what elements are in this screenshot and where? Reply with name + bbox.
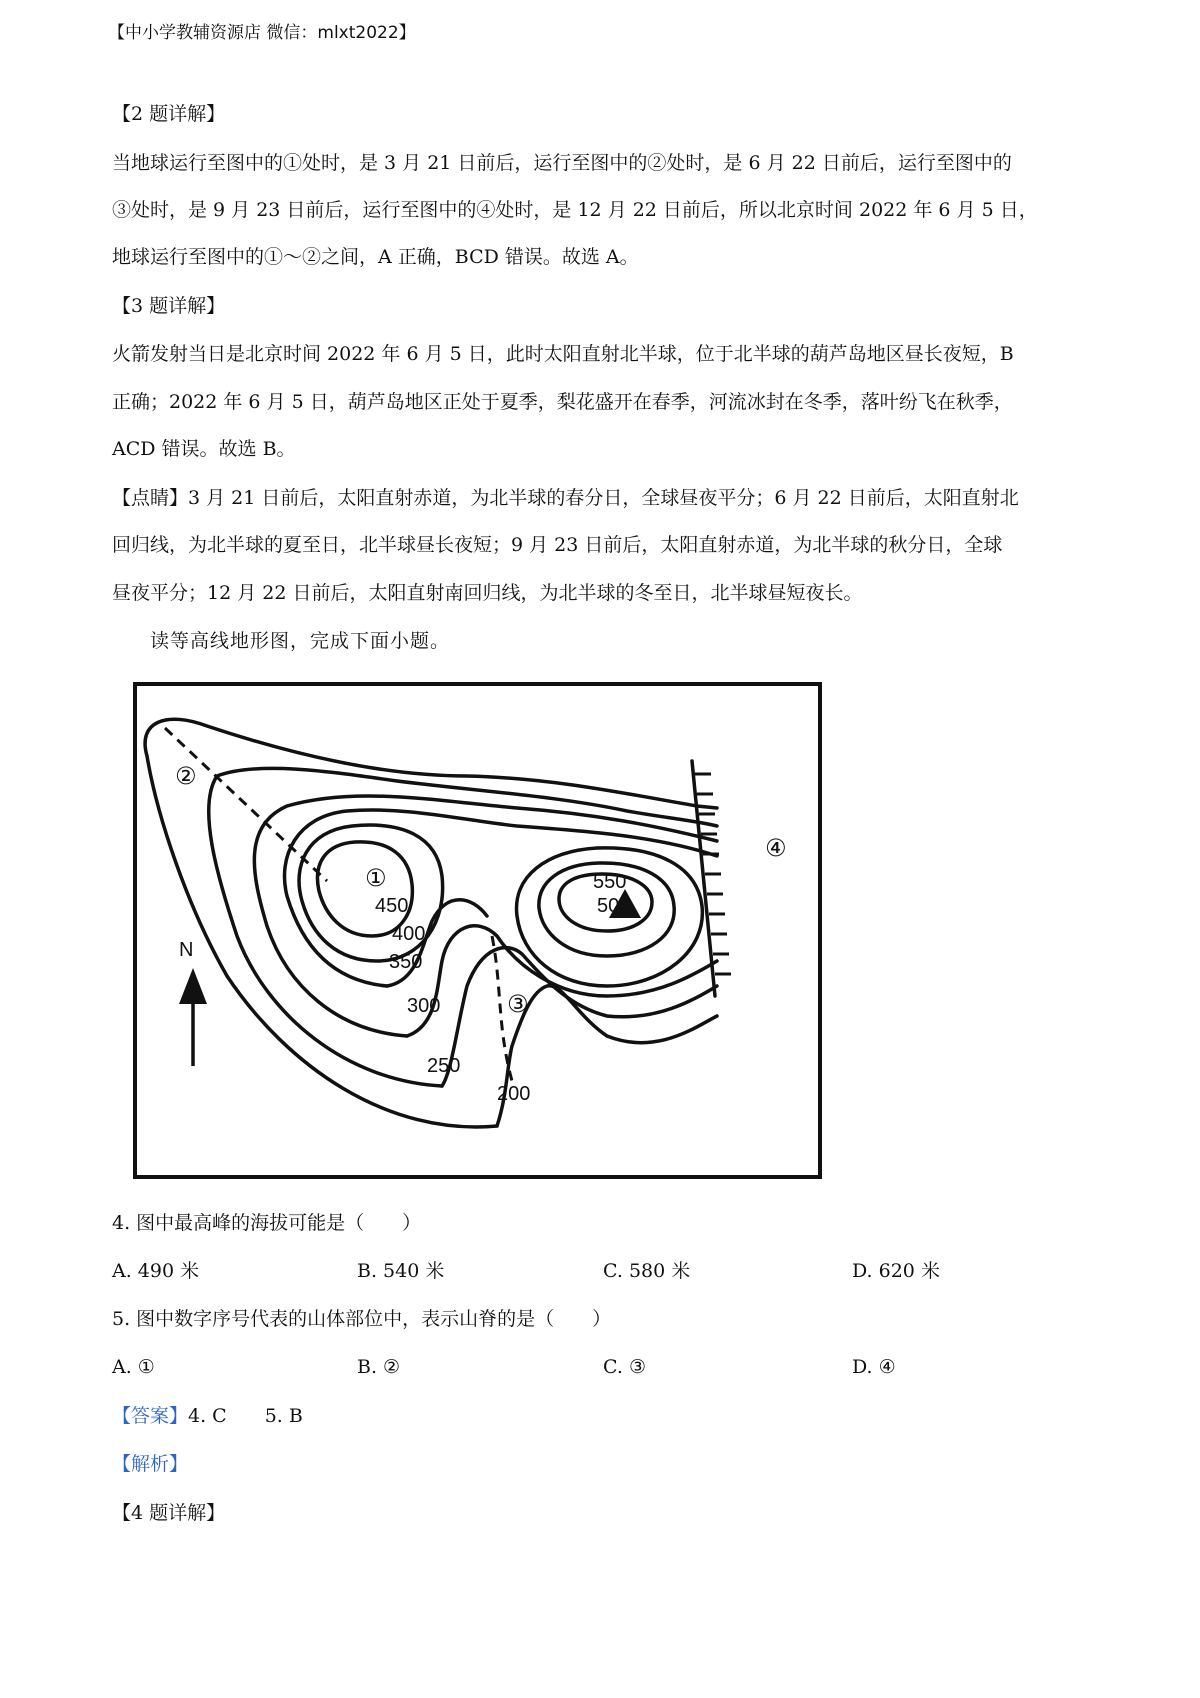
q5-option-b: B. ② bbox=[357, 1356, 401, 1378]
q4-option-d: D. 620 米 bbox=[852, 1260, 940, 1282]
q5-option-a: A. ① bbox=[112, 1356, 155, 1378]
map-intro: 读等高线地形图，完成下面小题。 bbox=[150, 630, 451, 652]
answer-line bbox=[112, 1402, 1102, 1430]
q4-stem: 4. 图中最高峰的海拔可能是（ ） bbox=[112, 1212, 422, 1234]
contour-label-550: 550 bbox=[593, 871, 627, 893]
tip-line-3: 昼夜平分；12 月 22 日前后，太阳直射南回归线，为北半球的冬至日，北半球昼短夜长。 bbox=[112, 582, 863, 604]
q2-detail-line-2: ③处时，是 9 月 23 日前后，运行至图中的④处时，是 12 月 22 日前后，所以北京时间 2022 年 6 月 5 日， bbox=[112, 199, 1038, 221]
q4-option-a: A. 490 米 bbox=[112, 1260, 200, 1282]
north-label: N bbox=[179, 939, 194, 961]
marker-3: ③ bbox=[507, 990, 529, 1018]
q4-option-c: C. 580 米 bbox=[603, 1260, 691, 1282]
cliff-ticks bbox=[695, 774, 731, 974]
q2-detail-title: 【2 题详解】 bbox=[112, 103, 226, 125]
tip-line-2: 回归线，为北半球的夏至日，北半球昼长夜短；9 月 23 日前后，太阳直射赤道，为北半球的秋分日，全球 bbox=[112, 534, 1003, 556]
contour-label-450: 450 bbox=[375, 895, 409, 917]
contour-label-500: 500 bbox=[597, 895, 631, 917]
contour-map bbox=[133, 682, 822, 1179]
header-note: 【中小学教辅资源店 微信：mlxt2022】 bbox=[108, 23, 416, 43]
q2-detail-line-1: 当地球运行至图中的①处时，是 3 月 21 日前后，运行至图中的②处时，是 6 月 22 日前后，运行至图中的 bbox=[112, 152, 1012, 174]
contour-label-250: 250 bbox=[427, 1055, 461, 1077]
q5-stem: 5. 图中数字序号代表的山体部位中，表示山脊的是（ ） bbox=[112, 1308, 612, 1330]
marker-1: ① bbox=[365, 864, 387, 892]
q4-detail-title: 【4 题详解】 bbox=[112, 1502, 226, 1524]
ridge-dashed-line bbox=[165, 728, 327, 881]
contour-label-400: 400 bbox=[392, 923, 426, 945]
q5-option-c: C. ③ bbox=[603, 1356, 646, 1378]
q5-option-d: D. ④ bbox=[852, 1356, 896, 1378]
q2-detail-line-3: 地球运行至图中的①～②之间，A 正确，BCD 错误。故选 A。 bbox=[112, 246, 639, 268]
tip-line-1: 【点睛】3 月 21 日前后，太阳直射赤道，为北半球的春分日，全球昼夜平分；6 月 22 日前后，太阳直射北 bbox=[112, 487, 1019, 509]
answer-label: 【答案】 bbox=[112, 1405, 189, 1427]
q3-detail-title: 【3 题详解】 bbox=[112, 295, 226, 317]
marker-2: ② bbox=[175, 762, 197, 790]
marker-4: ④ bbox=[765, 834, 787, 862]
contour-label-200: 200 bbox=[497, 1083, 531, 1105]
cliff-line bbox=[692, 761, 715, 996]
analysis-label: 【解析】 bbox=[112, 1453, 189, 1475]
q3-detail-line-3: ACD 错误。故选 B。 bbox=[112, 438, 296, 460]
q3-detail-line-1: 火箭发射当日是北京时间 2022 年 6 月 5 日，此时太阳直射北半球，位于北半球的葫芦岛地区昼长夜短，B bbox=[112, 343, 1014, 365]
north-arrow bbox=[179, 968, 207, 1066]
q4-option-b: B. 540 米 bbox=[357, 1260, 445, 1282]
contour-label-300: 300 bbox=[407, 995, 441, 1017]
contour-label-350: 350 bbox=[389, 951, 423, 973]
answer-text: 4. C 5. B bbox=[188, 1405, 303, 1427]
contour-250-south bbox=[442, 948, 717, 1086]
q3-detail-line-2: 正确；2022 年 6 月 5 日，葫芦岛地区正处于夏季，梨花盛开在春季，河流冰封在冬季，落叶纷飞在秋季， bbox=[112, 391, 1013, 413]
